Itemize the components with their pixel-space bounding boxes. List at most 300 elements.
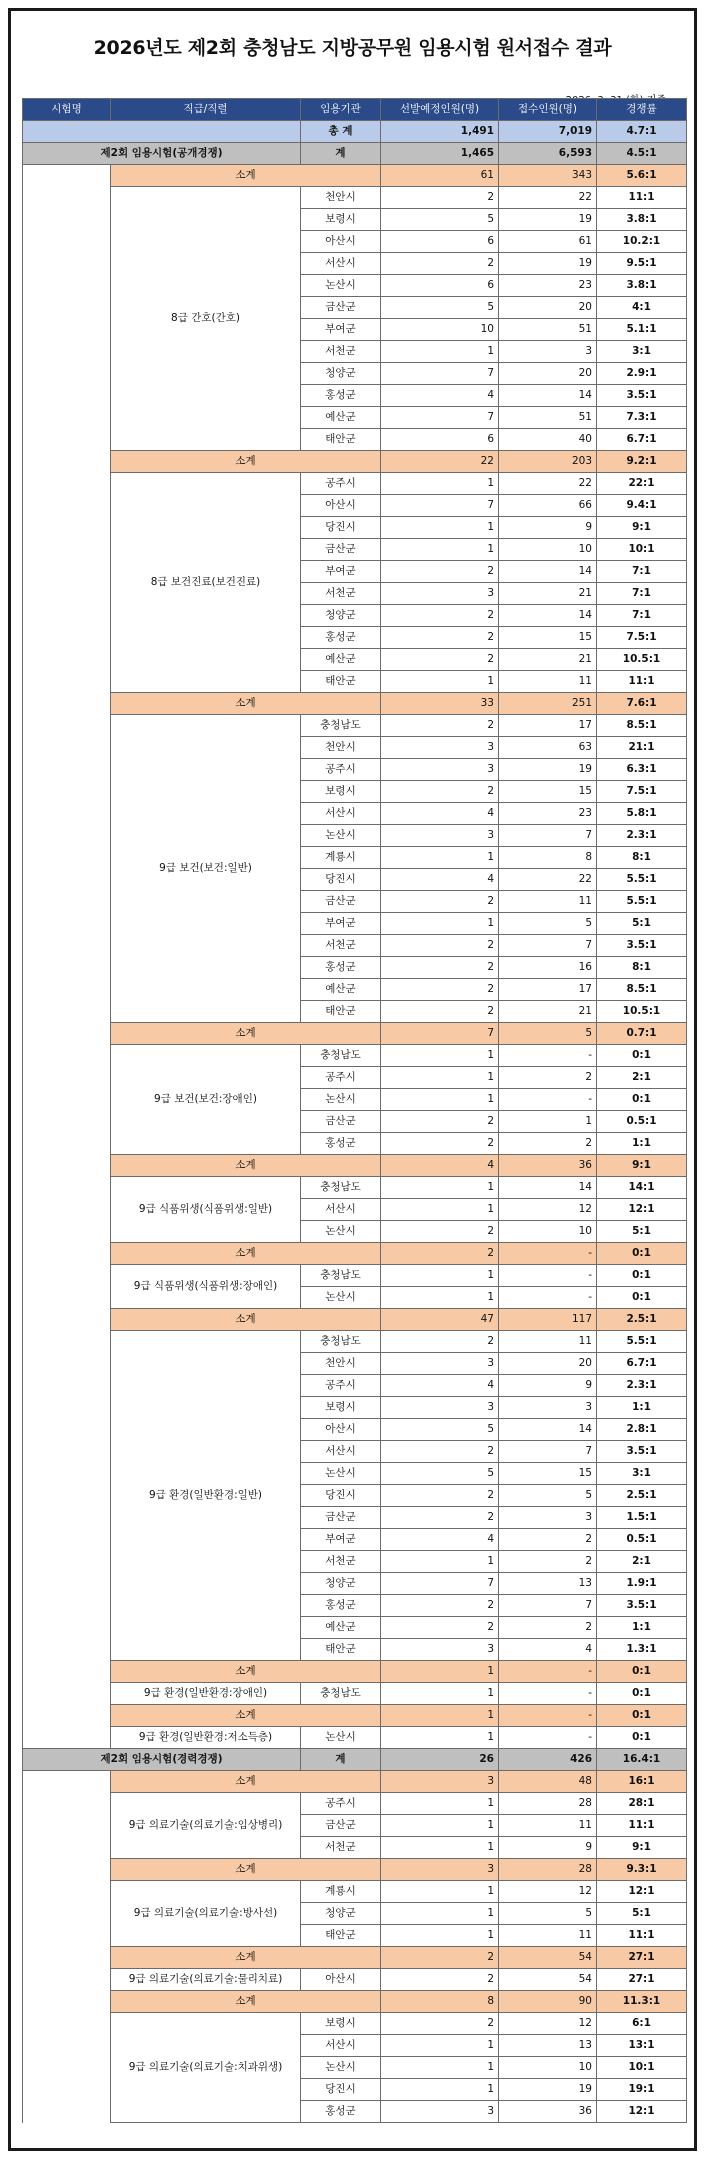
applied-count: 3 xyxy=(499,341,597,363)
competition-ratio: 0:1 xyxy=(597,1727,687,1749)
exam-blank-cell xyxy=(23,1969,111,1991)
subtotal-selected: 8 xyxy=(381,1991,499,2013)
subtotal-label: 소계 xyxy=(111,1947,381,1969)
table-row xyxy=(23,1969,687,1991)
applied-count: 10 xyxy=(499,539,597,561)
subtotal-ratio: 0.7:1 xyxy=(597,1023,687,1045)
exam-blank-cell xyxy=(23,297,111,319)
org-name: 당진시 xyxy=(301,517,381,539)
subtotal-row xyxy=(23,1243,687,1265)
org-name: 서천군 xyxy=(301,935,381,957)
subtotal-label: 소계 xyxy=(111,1859,381,1881)
competition-ratio: 1.9:1 xyxy=(597,1573,687,1595)
applied-count: 63 xyxy=(499,737,597,759)
org-name: 부여군 xyxy=(301,561,381,583)
competition-ratio: 2.8:1 xyxy=(597,1419,687,1441)
exam-blank-cell xyxy=(23,979,111,1001)
subtotal-selected: 1 xyxy=(381,1705,499,1727)
applied-count: 10 xyxy=(499,2057,597,2079)
subtotal-applied: 5 xyxy=(499,1023,597,1045)
exam-blank-cell xyxy=(23,1177,111,1199)
exam-blank-cell xyxy=(23,1529,111,1551)
competition-ratio: 3.5:1 xyxy=(597,1441,687,1463)
org-name: 금산군 xyxy=(301,297,381,319)
applied-count: 19 xyxy=(499,2079,597,2101)
exam-blank-cell xyxy=(23,1661,111,1683)
exam-blank-cell xyxy=(23,1507,111,1529)
job-title: 8급 보건진료(보건진료) xyxy=(111,473,301,693)
subtotal-ratio: 16:1 xyxy=(597,1771,687,1793)
applied-count: 2 xyxy=(499,1551,597,1573)
org-name: 금산군 xyxy=(301,1111,381,1133)
selected-count: 6 xyxy=(381,231,499,253)
competition-ratio: 0:1 xyxy=(597,1287,687,1309)
org-name: 당진시 xyxy=(301,869,381,891)
applied-count: 2 xyxy=(499,1067,597,1089)
exam-blank-cell xyxy=(23,913,111,935)
header-exam: 시험명 xyxy=(23,99,111,121)
applied-count: 20 xyxy=(499,297,597,319)
competition-ratio: 5.5:1 xyxy=(597,869,687,891)
selected-count: 1 xyxy=(381,473,499,495)
table-row xyxy=(23,473,687,495)
org-name: 홍성군 xyxy=(301,957,381,979)
grand-total-applied: 7,019 xyxy=(499,121,597,143)
selected-count: 1 xyxy=(381,1815,499,1837)
subtotal-row xyxy=(23,1023,687,1045)
competition-ratio: 0:1 xyxy=(597,1265,687,1287)
competition-ratio: 3.5:1 xyxy=(597,1595,687,1617)
org-name: 충청남도 xyxy=(301,1265,381,1287)
org-name: 논산시 xyxy=(301,825,381,847)
job-title: 9급 보건(보건:일반) xyxy=(111,715,301,1023)
selected-count: 1 xyxy=(381,1793,499,1815)
applied-count: 40 xyxy=(499,429,597,451)
subtotal-label: 소계 xyxy=(111,1023,381,1045)
selected-count: 3 xyxy=(381,583,499,605)
competition-ratio: 0:1 xyxy=(597,1683,687,1705)
job-title: 9급 환경(일반환경:저소득층) xyxy=(111,1727,301,1749)
selected-count: 2 xyxy=(381,979,499,1001)
exam-blank-cell xyxy=(23,1155,111,1177)
exam-blank-cell xyxy=(23,385,111,407)
applied-count: 11 xyxy=(499,1925,597,1947)
applied-count: 28 xyxy=(499,1793,597,1815)
competition-ratio: 6:1 xyxy=(597,2013,687,2035)
subtotal-row xyxy=(23,451,687,473)
applied-count: 13 xyxy=(499,1573,597,1595)
header-org: 임용기관 xyxy=(301,99,381,121)
applied-count: 14 xyxy=(499,605,597,627)
competition-ratio: 3:1 xyxy=(597,1463,687,1485)
competition-ratio: 9:1 xyxy=(597,517,687,539)
org-name: 서산시 xyxy=(301,1441,381,1463)
job-title: 9급 의료기술(의료기술:치과위생) xyxy=(111,2013,301,2123)
subtotal-label: 소계 xyxy=(111,165,381,187)
subtotal-ratio: 27:1 xyxy=(597,1947,687,1969)
selected-count: 1 xyxy=(381,847,499,869)
subtotal-selected: 4 xyxy=(381,1155,499,1177)
table-row xyxy=(23,1793,687,1815)
selected-count: 1 xyxy=(381,517,499,539)
section-ratio: 16.4:1 xyxy=(597,1749,687,1771)
exam-blank-cell xyxy=(23,605,111,627)
competition-ratio: 19:1 xyxy=(597,2079,687,2101)
org-name: 논산시 xyxy=(301,1221,381,1243)
selected-count: 4 xyxy=(381,1529,499,1551)
section-name: 제2회 임용시험(공개경쟁) xyxy=(23,143,301,165)
job-title: 9급 식품위생(식품위생:장애인) xyxy=(111,1265,301,1309)
selected-count: 3 xyxy=(381,737,499,759)
competition-ratio: 11:1 xyxy=(597,1925,687,1947)
org-name: 청양군 xyxy=(301,363,381,385)
exam-blank-cell xyxy=(23,2057,111,2079)
selected-count: 1 xyxy=(381,2035,499,2057)
competition-ratio: 7.5:1 xyxy=(597,781,687,803)
competition-ratio: 5:1 xyxy=(597,913,687,935)
table-row xyxy=(23,1331,687,1353)
applied-count: 14 xyxy=(499,1419,597,1441)
competition-ratio: 3.8:1 xyxy=(597,275,687,297)
header-selected: 선발예정인원(명) xyxy=(381,99,499,121)
competition-ratio: 10.5:1 xyxy=(597,649,687,671)
subtotal-ratio: 9.3:1 xyxy=(597,1859,687,1881)
applied-count: 23 xyxy=(499,275,597,297)
org-name: 청양군 xyxy=(301,1903,381,1925)
exam-blank-cell xyxy=(23,1067,111,1089)
applied-count: 12 xyxy=(499,2013,597,2035)
job-title: 9급 환경(일반환경:장애인) xyxy=(111,1683,301,1705)
selected-count: 3 xyxy=(381,759,499,781)
applied-count: - xyxy=(499,1727,597,1749)
selected-count: 2 xyxy=(381,891,499,913)
selected-count: 7 xyxy=(381,363,499,385)
exam-blank-cell xyxy=(23,1683,111,1705)
org-name: 부여군 xyxy=(301,1529,381,1551)
selected-count: 1 xyxy=(381,1551,499,1573)
competition-ratio: 0.5:1 xyxy=(597,1529,687,1551)
applied-count: 12 xyxy=(499,1881,597,1903)
selected-count: 2 xyxy=(381,1331,499,1353)
competition-ratio: 4:1 xyxy=(597,297,687,319)
selected-count: 1 xyxy=(381,1089,499,1111)
exam-blank-cell xyxy=(23,253,111,275)
competition-ratio: 10.2:1 xyxy=(597,231,687,253)
selected-count: 3 xyxy=(381,1397,499,1419)
table-header-row xyxy=(23,99,687,121)
selected-count: 3 xyxy=(381,1639,499,1661)
exam-blank-cell xyxy=(23,957,111,979)
section-ratio: 4.5:1 xyxy=(597,143,687,165)
competition-ratio: 21:1 xyxy=(597,737,687,759)
applied-count: 2 xyxy=(499,1133,597,1155)
selected-count: 2 xyxy=(381,649,499,671)
applied-count: 7 xyxy=(499,1595,597,1617)
subtotal-selected: 7 xyxy=(381,1023,499,1045)
org-name: 공주시 xyxy=(301,759,381,781)
selected-count: 1 xyxy=(381,671,499,693)
table-row xyxy=(23,1177,687,1199)
selected-count: 1 xyxy=(381,1287,499,1309)
applied-count: 14 xyxy=(499,1177,597,1199)
org-name: 청양군 xyxy=(301,1573,381,1595)
exam-blank-cell xyxy=(23,1309,111,1331)
exam-blank-cell xyxy=(23,759,111,781)
section-name: 제2회 임용시험(경력경쟁) xyxy=(23,1749,301,1771)
org-name: 홍성군 xyxy=(301,627,381,649)
competition-ratio: 6.7:1 xyxy=(597,429,687,451)
competition-ratio: 9.5:1 xyxy=(597,253,687,275)
org-name: 서산시 xyxy=(301,253,381,275)
selected-count: 1 xyxy=(381,1265,499,1287)
subtotal-row xyxy=(23,165,687,187)
section-total-row xyxy=(23,143,687,165)
job-title: 9급 의료기술(의료기술:임상병리) xyxy=(111,1793,301,1859)
selected-count: 2 xyxy=(381,1595,499,1617)
competition-ratio: 10.5:1 xyxy=(597,1001,687,1023)
exam-blank-cell xyxy=(23,1089,111,1111)
applied-count: 22 xyxy=(499,869,597,891)
exam-blank-cell xyxy=(23,935,111,957)
exam-blank-cell xyxy=(23,693,111,715)
job-title: 9급 의료기술(의료기술:물리치료) xyxy=(111,1969,301,1991)
org-name: 금산군 xyxy=(301,891,381,913)
selected-count: 1 xyxy=(381,1925,499,1947)
org-name: 논산시 xyxy=(301,2057,381,2079)
selected-count: 2 xyxy=(381,2013,499,2035)
competition-ratio: 12:1 xyxy=(597,1199,687,1221)
subtotal-row xyxy=(23,1705,687,1727)
applied-count: 15 xyxy=(499,781,597,803)
competition-ratio: 5.5:1 xyxy=(597,891,687,913)
subtotal-applied: 203 xyxy=(499,451,597,473)
selected-count: 3 xyxy=(381,825,499,847)
applied-count: 7 xyxy=(499,825,597,847)
selected-count: 3 xyxy=(381,1353,499,1375)
org-name: 논산시 xyxy=(301,1463,381,1485)
exam-blank-cell xyxy=(23,1111,111,1133)
competition-ratio: 7:1 xyxy=(597,583,687,605)
exam-blank-cell xyxy=(23,1991,111,2013)
exam-blank-cell xyxy=(23,1287,111,1309)
exam-blank-cell xyxy=(23,1595,111,1617)
applied-count: 51 xyxy=(499,319,597,341)
competition-ratio: 11:1 xyxy=(597,671,687,693)
org-name: 예산군 xyxy=(301,979,381,1001)
applied-count: 11 xyxy=(499,1331,597,1353)
applied-count: 20 xyxy=(499,1353,597,1375)
applied-count: 20 xyxy=(499,363,597,385)
subtotal-label: 소계 xyxy=(111,451,381,473)
selected-count: 7 xyxy=(381,1573,499,1595)
exam-blank-cell xyxy=(23,1485,111,1507)
subtotal-label: 소계 xyxy=(111,1155,381,1177)
exam-blank-cell xyxy=(23,1045,111,1067)
subtotal-ratio: 9.2:1 xyxy=(597,451,687,473)
exam-blank-cell xyxy=(23,1573,111,1595)
subtotal-row xyxy=(23,1947,687,1969)
selected-count: 2 xyxy=(381,1001,499,1023)
selected-count: 5 xyxy=(381,297,499,319)
competition-ratio: 7.3:1 xyxy=(597,407,687,429)
org-name: 천안시 xyxy=(301,737,381,759)
selected-count: 1 xyxy=(381,2057,499,2079)
exam-blank-cell xyxy=(23,1837,111,1859)
selected-count: 1 xyxy=(381,2079,499,2101)
competition-ratio: 3:1 xyxy=(597,341,687,363)
competition-ratio: 28:1 xyxy=(597,1793,687,1815)
subtotal-ratio: 0:1 xyxy=(597,1705,687,1727)
exam-blank-cell xyxy=(23,1815,111,1837)
applied-count: 14 xyxy=(499,561,597,583)
competition-ratio: 0.5:1 xyxy=(597,1111,687,1133)
job-title: 9급 식품위생(식품위생:일반) xyxy=(111,1177,301,1243)
subtotal-row xyxy=(23,1859,687,1881)
exam-blank-cell xyxy=(23,1617,111,1639)
selected-count: 4 xyxy=(381,803,499,825)
applied-count: 61 xyxy=(499,231,597,253)
selected-count: 6 xyxy=(381,275,499,297)
subtotal-row xyxy=(23,1309,687,1331)
applied-count: 21 xyxy=(499,649,597,671)
subtotal-ratio: 0:1 xyxy=(597,1661,687,1683)
org-name: 금산군 xyxy=(301,1815,381,1837)
subtotal-selected: 2 xyxy=(381,1243,499,1265)
selected-count: 2 xyxy=(381,1507,499,1529)
org-name: 논산시 xyxy=(301,1287,381,1309)
org-name: 계룡시 xyxy=(301,1881,381,1903)
applied-count: 19 xyxy=(499,759,597,781)
subtotal-applied: - xyxy=(499,1705,597,1727)
selected-count: 1 xyxy=(381,1067,499,1089)
applied-count: 11 xyxy=(499,671,597,693)
competition-ratio: 5.8:1 xyxy=(597,803,687,825)
header-applied: 접수인원(명) xyxy=(499,99,597,121)
exam-blank-cell xyxy=(23,1001,111,1023)
exam-blank-cell xyxy=(23,1419,111,1441)
applied-count: 4 xyxy=(499,1639,597,1661)
competition-ratio: 1:1 xyxy=(597,1617,687,1639)
competition-ratio: 7.5:1 xyxy=(597,627,687,649)
results-table xyxy=(22,98,687,2123)
org-name: 논산시 xyxy=(301,275,381,297)
subtotal-ratio: 2.5:1 xyxy=(597,1309,687,1331)
exam-blank-cell xyxy=(23,781,111,803)
org-name: 홍성군 xyxy=(301,1133,381,1155)
applied-count: 12 xyxy=(499,1199,597,1221)
exam-blank-cell xyxy=(23,1925,111,1947)
org-name: 충청남도 xyxy=(301,1177,381,1199)
exam-blank-cell xyxy=(23,363,111,385)
applied-count: 66 xyxy=(499,495,597,517)
exam-blank-cell xyxy=(23,165,111,187)
applied-count: 3 xyxy=(499,1397,597,1419)
org-name: 논산시 xyxy=(301,1727,381,1749)
exam-blank-cell xyxy=(23,1331,111,1353)
selected-count: 2 xyxy=(381,561,499,583)
exam-blank-cell xyxy=(23,671,111,693)
applied-count: 23 xyxy=(499,803,597,825)
org-name: 홍성군 xyxy=(301,385,381,407)
section-applied: 426 xyxy=(499,1749,597,1771)
competition-ratio: 3.8:1 xyxy=(597,209,687,231)
exam-blank-cell xyxy=(23,407,111,429)
org-name: 충청남도 xyxy=(301,1331,381,1353)
applied-count: 19 xyxy=(499,209,597,231)
subtotal-selected: 33 xyxy=(381,693,499,715)
applied-count: 9 xyxy=(499,1837,597,1859)
competition-ratio: 12:1 xyxy=(597,1881,687,1903)
exam-blank-cell xyxy=(23,649,111,671)
applied-count: 22 xyxy=(499,187,597,209)
selected-count: 4 xyxy=(381,385,499,407)
selected-count: 1 xyxy=(381,1727,499,1749)
applied-count: 21 xyxy=(499,1001,597,1023)
applied-count: 9 xyxy=(499,517,597,539)
exam-blank-cell xyxy=(23,1463,111,1485)
job-title: 8급 간호(간호) xyxy=(111,187,301,451)
page-title: 2026년도 제2회 충청남도 지방공무원 임용시험 원서접수 결과 xyxy=(93,37,612,59)
subtotal-label: 소계 xyxy=(111,1771,381,1793)
applied-count: 21 xyxy=(499,583,597,605)
subtotal-applied: 36 xyxy=(499,1155,597,1177)
competition-ratio: 2.3:1 xyxy=(597,825,687,847)
org-name: 천안시 xyxy=(301,1353,381,1375)
competition-ratio: 1:1 xyxy=(597,1133,687,1155)
org-name: 예산군 xyxy=(301,407,381,429)
applied-count: 2 xyxy=(499,1529,597,1551)
org-name: 태안군 xyxy=(301,429,381,451)
competition-ratio: 6.7:1 xyxy=(597,1353,687,1375)
subtotal-selected: 2 xyxy=(381,1947,499,1969)
exam-blank-cell xyxy=(23,1771,111,1793)
subtotal-label: 소계 xyxy=(111,1991,381,2013)
exam-blank-cell xyxy=(23,473,111,495)
exam-blank-cell xyxy=(23,1793,111,1815)
subtotal-ratio: 11.3:1 xyxy=(597,1991,687,2013)
table-row xyxy=(23,1265,687,1287)
org-name: 서천군 xyxy=(301,1837,381,1859)
exam-blank-cell xyxy=(23,275,111,297)
applied-count: - xyxy=(499,1287,597,1309)
selected-count: 4 xyxy=(381,869,499,891)
exam-blank-cell xyxy=(23,803,111,825)
org-name: 보령시 xyxy=(301,209,381,231)
selected-count: 6 xyxy=(381,429,499,451)
competition-ratio: 12:1 xyxy=(597,2101,687,2123)
selected-count: 5 xyxy=(381,209,499,231)
org-name: 서천군 xyxy=(301,1551,381,1573)
subtotal-row xyxy=(23,1991,687,2013)
table-body xyxy=(23,121,687,2123)
competition-ratio: 9.4:1 xyxy=(597,495,687,517)
org-name: 서산시 xyxy=(301,803,381,825)
exam-blank-cell xyxy=(23,1397,111,1419)
exam-blank-cell xyxy=(23,1265,111,1287)
subtotal-applied: - xyxy=(499,1243,597,1265)
competition-ratio: 11:1 xyxy=(597,187,687,209)
exam-blank-cell xyxy=(23,1551,111,1573)
competition-ratio: 27:1 xyxy=(597,1969,687,1991)
exam-blank-cell xyxy=(23,2035,111,2057)
table-row xyxy=(23,2013,687,2035)
subtotal-applied: 54 xyxy=(499,1947,597,1969)
org-name: 공주시 xyxy=(301,473,381,495)
competition-ratio: 0:1 xyxy=(597,1045,687,1067)
selected-count: 2 xyxy=(381,957,499,979)
selected-count: 1 xyxy=(381,1683,499,1705)
org-name: 홍성군 xyxy=(301,2101,381,2123)
